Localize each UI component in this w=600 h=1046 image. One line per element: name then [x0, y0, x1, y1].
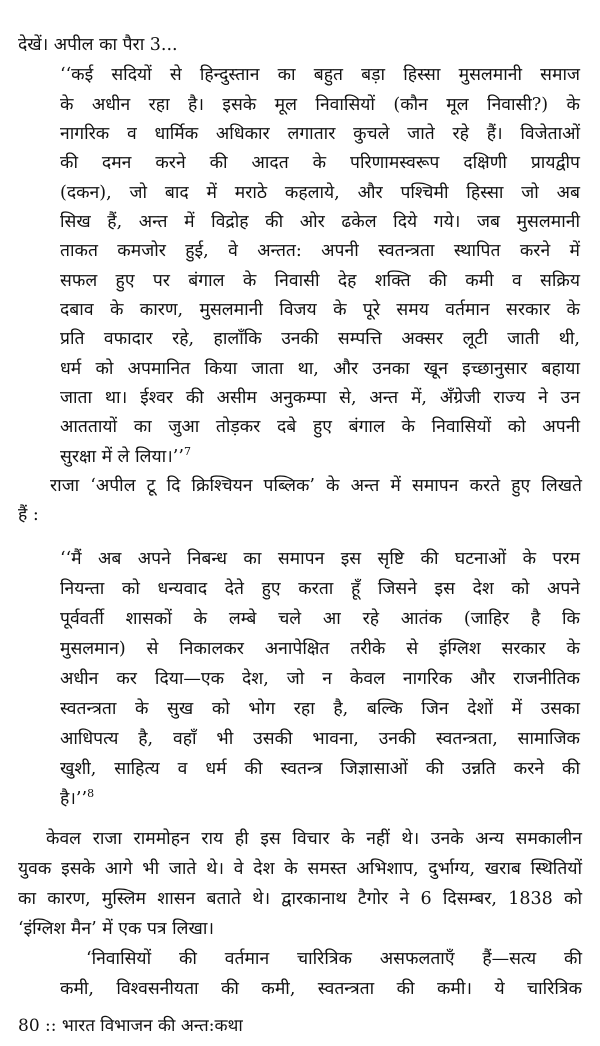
- intro-line: राजा ‘अपील टू दि क्रिश्चियन पब्लिक’ के अन्त में समापन करते हुए लिखते: [50, 476, 582, 496]
- quote1-line: ‘‘कई सदियों से हिन्दुस्तान का बहुत बड़ा हिस्सा मुसलमानी समाज: [60, 65, 580, 85]
- quote2-line: ‘‘मैं अब अपने निबन्ध का समापन इस सृष्टि की घटनाओं के परम: [60, 549, 580, 569]
- intro-line: हैं :: [18, 505, 39, 525]
- paragraph-line: ‘इंग्लिश मैन’ में एक पत्र लिखा।: [18, 919, 214, 939]
- quote2-line: आधिपत्य है, वहाँ भी उसकी भावना, उनकी स्वतन्त्रता, सामाजिक: [60, 729, 580, 749]
- quote2-last-text: है।’’: [60, 789, 88, 809]
- quote1-line: प्रति वफादार रहे, हालाँकि उनकी सम्पत्ति अक्सर लूटी जाती थी,: [60, 329, 580, 349]
- quote1-last-line: [60, 444, 580, 470]
- quote1-line: जाता था। ईश्वर की असीम अनुकम्पा से, अन्त में, अँग्रेजी राज्य ने उन: [60, 388, 580, 408]
- paragraph-line: का कारण, मुस्लिम शासन बताते थे। द्वारकानाथ टैगोर ने 6 दिसम्बर, 1838 को: [18, 889, 582, 909]
- page-footer: 80 :: भारत विभाजन की अन्त:कथा: [18, 1016, 243, 1036]
- quote1-line: सफल हुए पर बंगाल के निवासी देह शक्ति की कमी व सक्रिय: [60, 271, 580, 291]
- quote2-line: नियन्ता को धन्यवाद देते हुए करता हूँ जिसने इस देश को अपने: [60, 579, 580, 599]
- letter-quote-line: कमी, विश्वसनीयता की कमी, स्वतन्त्रता की कमी। ये चारित्रिक: [60, 979, 582, 999]
- quote1-last-text: सुरक्षा में ले लिया।’’: [60, 447, 184, 467]
- quote2-last-line: [60, 786, 580, 812]
- letter-quote-line: ‘निवासियों की वर्तमान चारित्रिक असफलताएँ हैं—सत्य की: [86, 949, 582, 969]
- quote1-line: की दमन करने की आदत के परिणामस्वरूप दक्षिणी प्रायद्वीप: [60, 153, 580, 173]
- quote1-line: आततायों का जुआ तोड़कर दबे हुए बंगाल के निवासियों को अपनी: [60, 417, 580, 437]
- paragraph-line: केवल राजा राममोहन राय ही इस विचार के नहीं थे। उनके अन्य समकालीन: [46, 829, 582, 849]
- quote1-line: नागरिक व धार्मिक अधिकार लगातार कुचले जाते रहे हैं। विजेताओं: [60, 124, 580, 144]
- quote1-line: सिख हैं, अन्त में विद्रोह की ओर ढकेल दिये गये। जब मुसलमानी: [60, 212, 580, 232]
- quote1-line: धर्म को अपमानित किया जाता था, और उनका खून इच्छानुसार बहाया: [60, 359, 580, 379]
- quote1-line: के अधीन रहा है। इसके मूल निवासियों (कौन मूल निवासी?) के: [60, 95, 580, 115]
- quote1-line: दबाव के कारण, मुसलमानी विजय के पूरे समय वर्तमान सरकार के: [60, 300, 580, 320]
- paragraph-line: युवक इसके आगे भी जाते थे। वे देश के समस्त अभिशाप, दुर्भाग्य, खराब स्थितियों: [18, 859, 582, 879]
- quote2-line: स्वतन्त्रता के सुख को भोग रहा है, बल्कि जिन देशों में उसका: [60, 699, 580, 719]
- quote1-line: (दकन), जो बाद में मराठे कहलाये, और पश्चिमी हिस्सा जो अब: [60, 183, 580, 203]
- quote2-line: अधीन कर दिया—एक देश, जो न केवल नागरिक और राजनीतिक: [60, 669, 580, 689]
- quote2-line: मुसलमान) से निकालकर अनापेक्षित तरीके से इंग्लिश सरकार के: [60, 639, 580, 659]
- quote2-line: खुशी, साहित्य व धर्म की स्वतन्त्र जिज्ञासाओं की उन्नति करने की: [60, 759, 580, 779]
- quote2-line: पूर्ववर्ती शासकों के लम्बे चले आ रहे आतंक (जाहिर है कि: [60, 609, 580, 629]
- opening-line: देखें। अपील का पैरा 3...: [18, 35, 178, 55]
- footnote-marker: 8: [87, 787, 95, 801]
- footnote-marker: 7: [183, 445, 191, 459]
- quote1-line: ताकत कमजोर हुई, वे अन्तत: अपनी स्वतन्त्रता स्थापित करने में: [60, 241, 580, 261]
